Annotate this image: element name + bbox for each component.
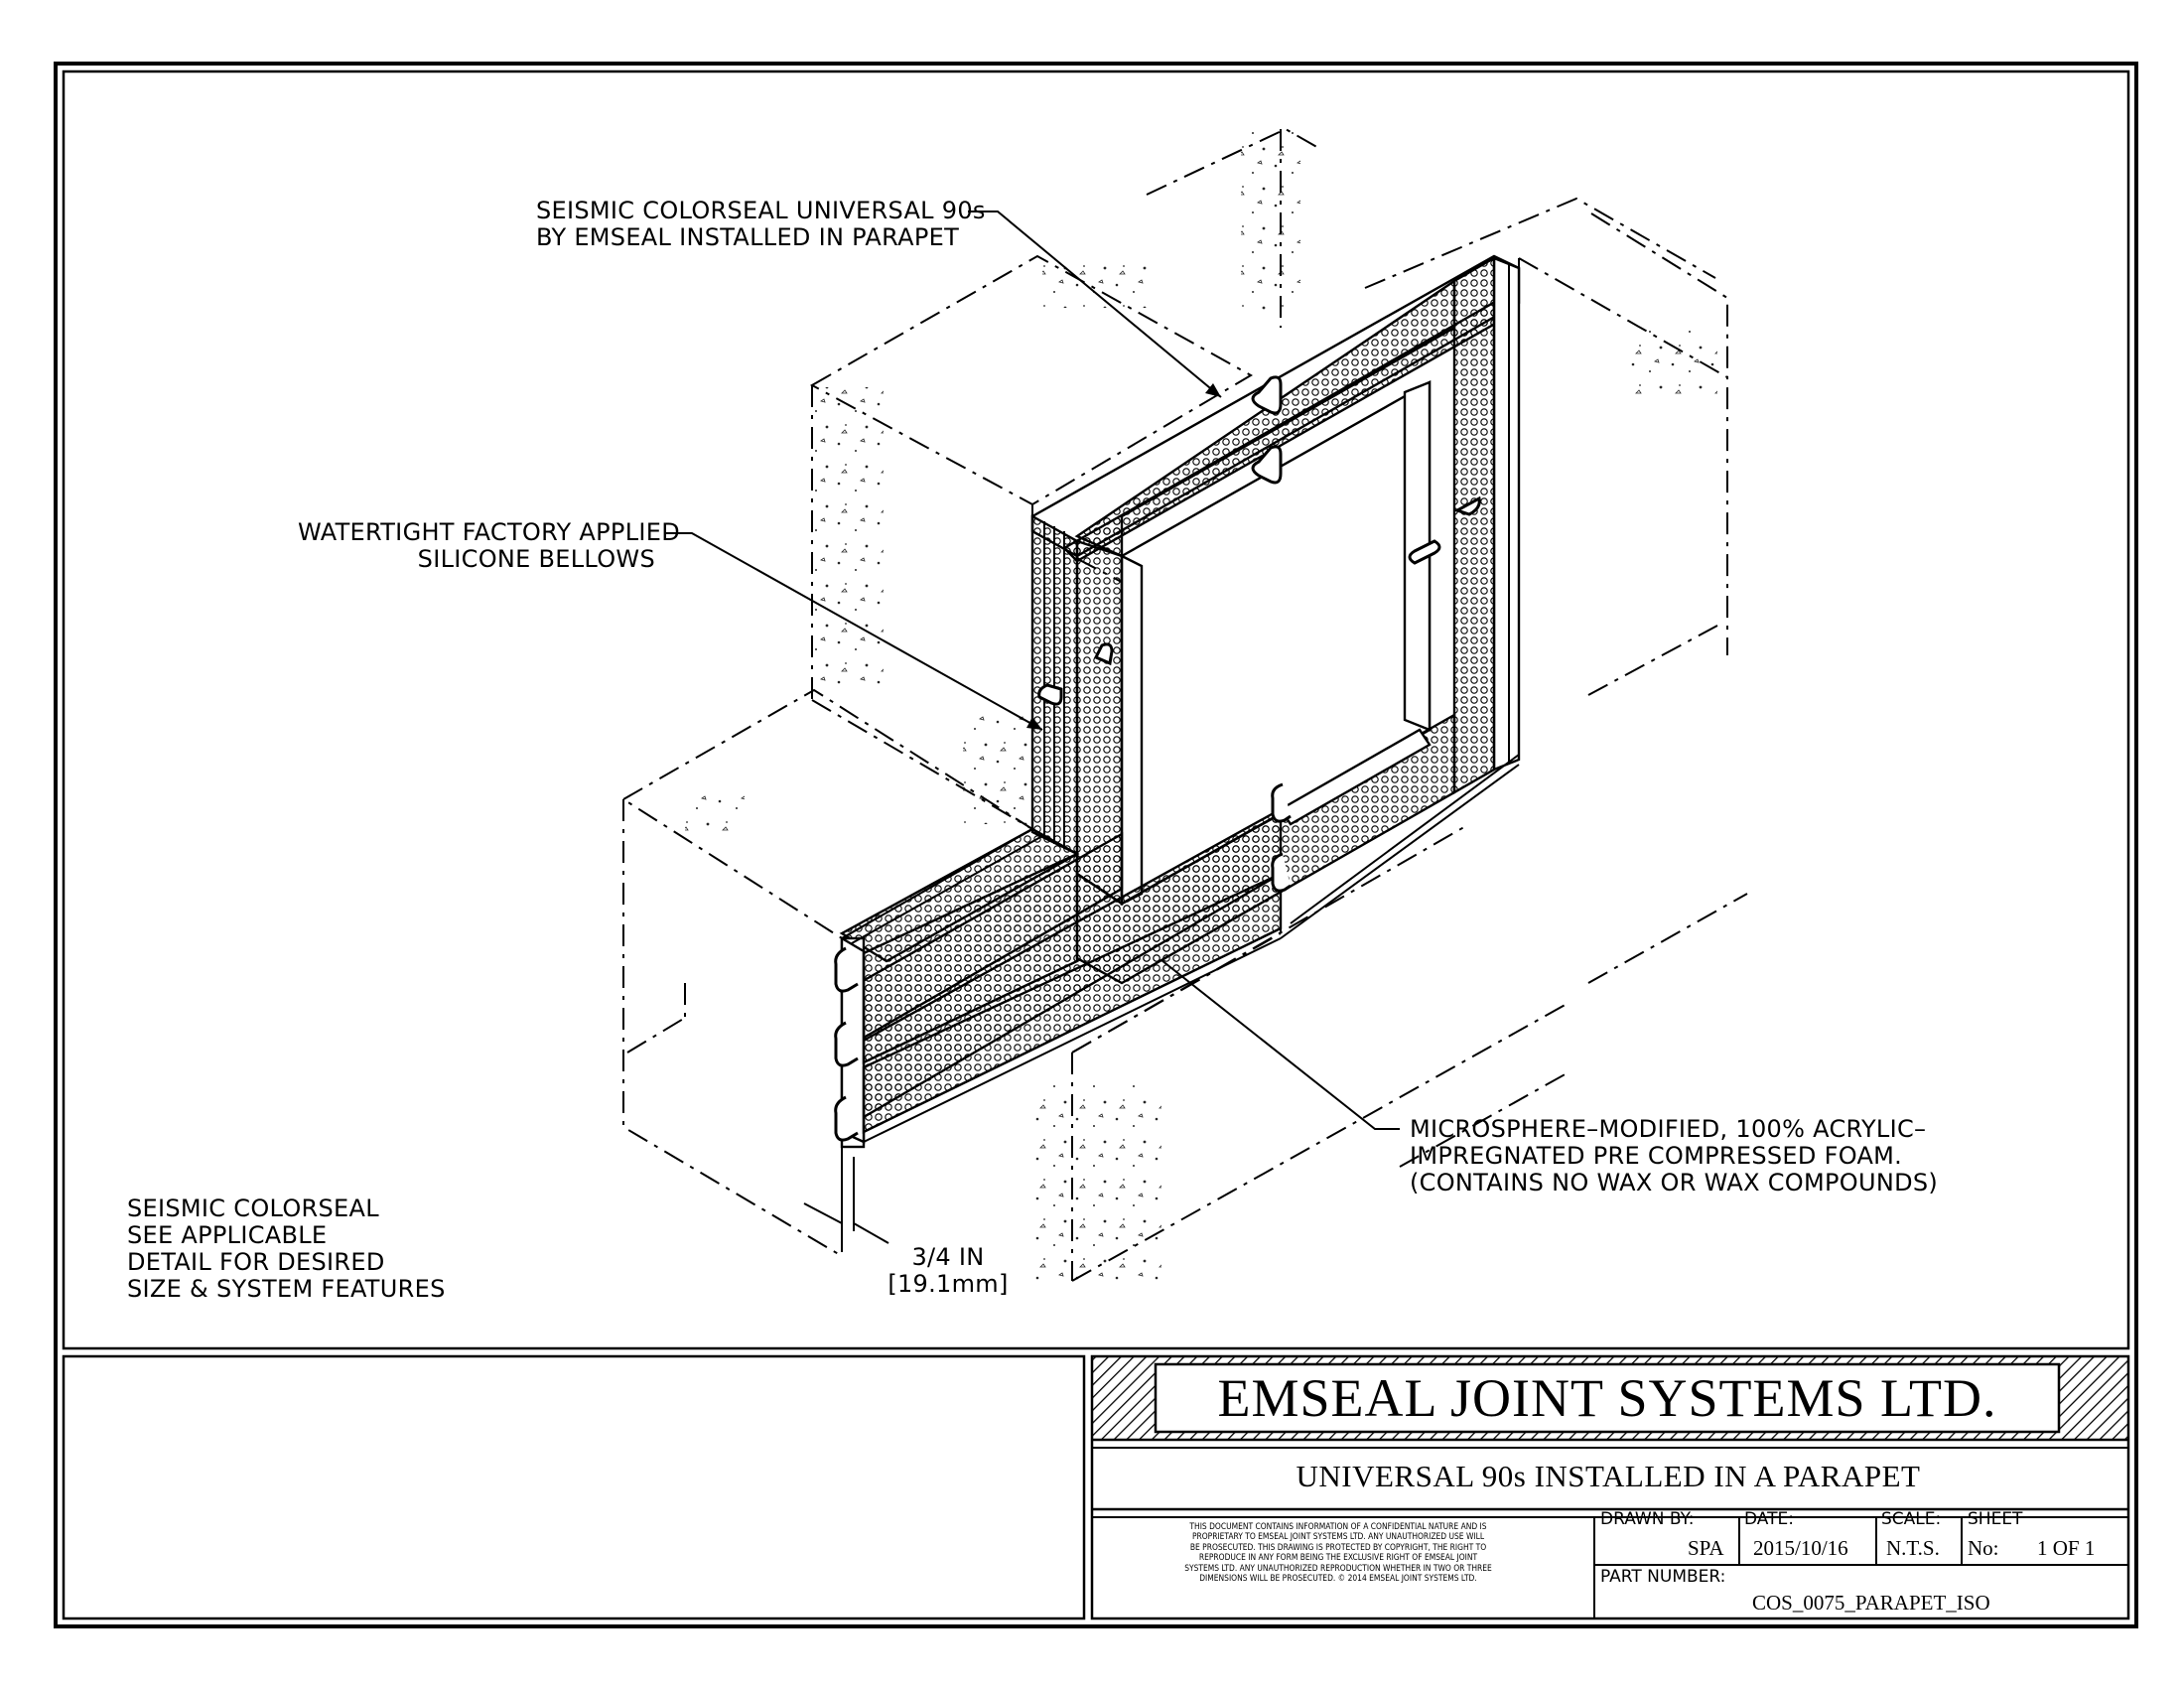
drawing-title: UNIVERSAL 90s INSTALLED IN A PARAPET [1296, 1459, 1921, 1493]
drawn-by-value: SPA [1688, 1536, 1724, 1560]
callout-universal [536, 197, 986, 251]
callout-foam-line1: MICROSPHERE–MODIFIED, 100% ACRYLIC– [1410, 1115, 1927, 1143]
general-note-line1: SEISMIC COLORSEAL [127, 1195, 379, 1222]
callout-universal-line1: SEISMIC COLORSEAL UNIVERSAL 90s [536, 197, 986, 224]
dimension-label [884, 1244, 1013, 1298]
sheet-value: 1 OF 1 [2037, 1536, 2096, 1560]
title-left-panel [64, 1356, 1084, 1618]
dimension-imperial: 3/4 IN [911, 1243, 985, 1271]
sheet-no-label: No: [1968, 1536, 1999, 1560]
callout-bellows [298, 518, 680, 573]
callout-foam-line3: (CONTAINS NO WAX OR WAX COMPOUNDS) [1410, 1169, 1939, 1196]
disclaimer-line: REPRODUCE IN ANY FORM BEING THE EXCLUSIVE RIGHT OF EMSEAL JOINT [1198, 1552, 1478, 1563]
disclaimer-line: BE PROSECUTED. THIS DRAWING IS PROTECTED BY COPYRIGHT, THE RIGHT TO [1189, 1541, 1487, 1552]
disclaimer-line: THIS DOCUMENT CONTAINS INFORMATION OF A CONFIDENTIAL NATURE AND IS [1189, 1521, 1487, 1531]
callout-bellows-line2: SILICONE BELLOWS [417, 545, 655, 573]
callout-bellows-line1: WATERTIGHT FACTORY APPLIED [298, 518, 680, 546]
general-note-line2: SEE APPLICABLE [127, 1221, 328, 1249]
date-label: DATE: [1744, 1509, 1794, 1529]
seal-frame [842, 256, 1519, 1147]
disclaimer-line: DIMENSIONS WILL BE PROSECUTED. © 2014 EMSEAL JOINT SYSTEMS LTD. [1199, 1573, 1477, 1584]
disclaimer-line: SYSTEMS LTD. ANY UNAUTHORIZED REPRODUCTION WHETHER IN TWO OR THREE [1184, 1562, 1492, 1573]
callout-universal-line2: BY EMSEAL INSTALLED IN PARAPET [536, 223, 960, 251]
disclaimer [1100, 1521, 1576, 1611]
dimension-metric: [19.1mm] [887, 1270, 1009, 1298]
general-note [127, 1196, 455, 1303]
drawn-by-label: DRAWN BY: [1600, 1509, 1695, 1529]
disclaimer-line: PROPRIETARY TO EMSEAL JOINT SYSTEMS LTD. ANY UNAUTHORIZED USE WILL [1191, 1531, 1485, 1542]
part-number-label: PART NUMBER: [1600, 1567, 1726, 1587]
general-note-line4: SIZE & SYSTEM FEATURES [127, 1275, 446, 1303]
date-value: 2015/10/16 [1753, 1536, 1848, 1560]
scale-value: N.T.S. [1886, 1536, 1940, 1560]
part-number-value: COS_0075_PARAPET_ISO [1752, 1591, 1990, 1615]
callout-foam-line2: IMPREGNATED PRE COMPRESSED FOAM. [1410, 1142, 1903, 1170]
scale-label: SCALE: [1881, 1509, 1942, 1529]
sheet-label: SHEET [1968, 1509, 2023, 1529]
company-name: EMSEAL JOINT SYSTEMS LTD. [1217, 1368, 1997, 1428]
general-note-line3: DETAIL FOR DESIRED [127, 1248, 385, 1276]
callout-foam [1410, 1115, 1939, 1196]
